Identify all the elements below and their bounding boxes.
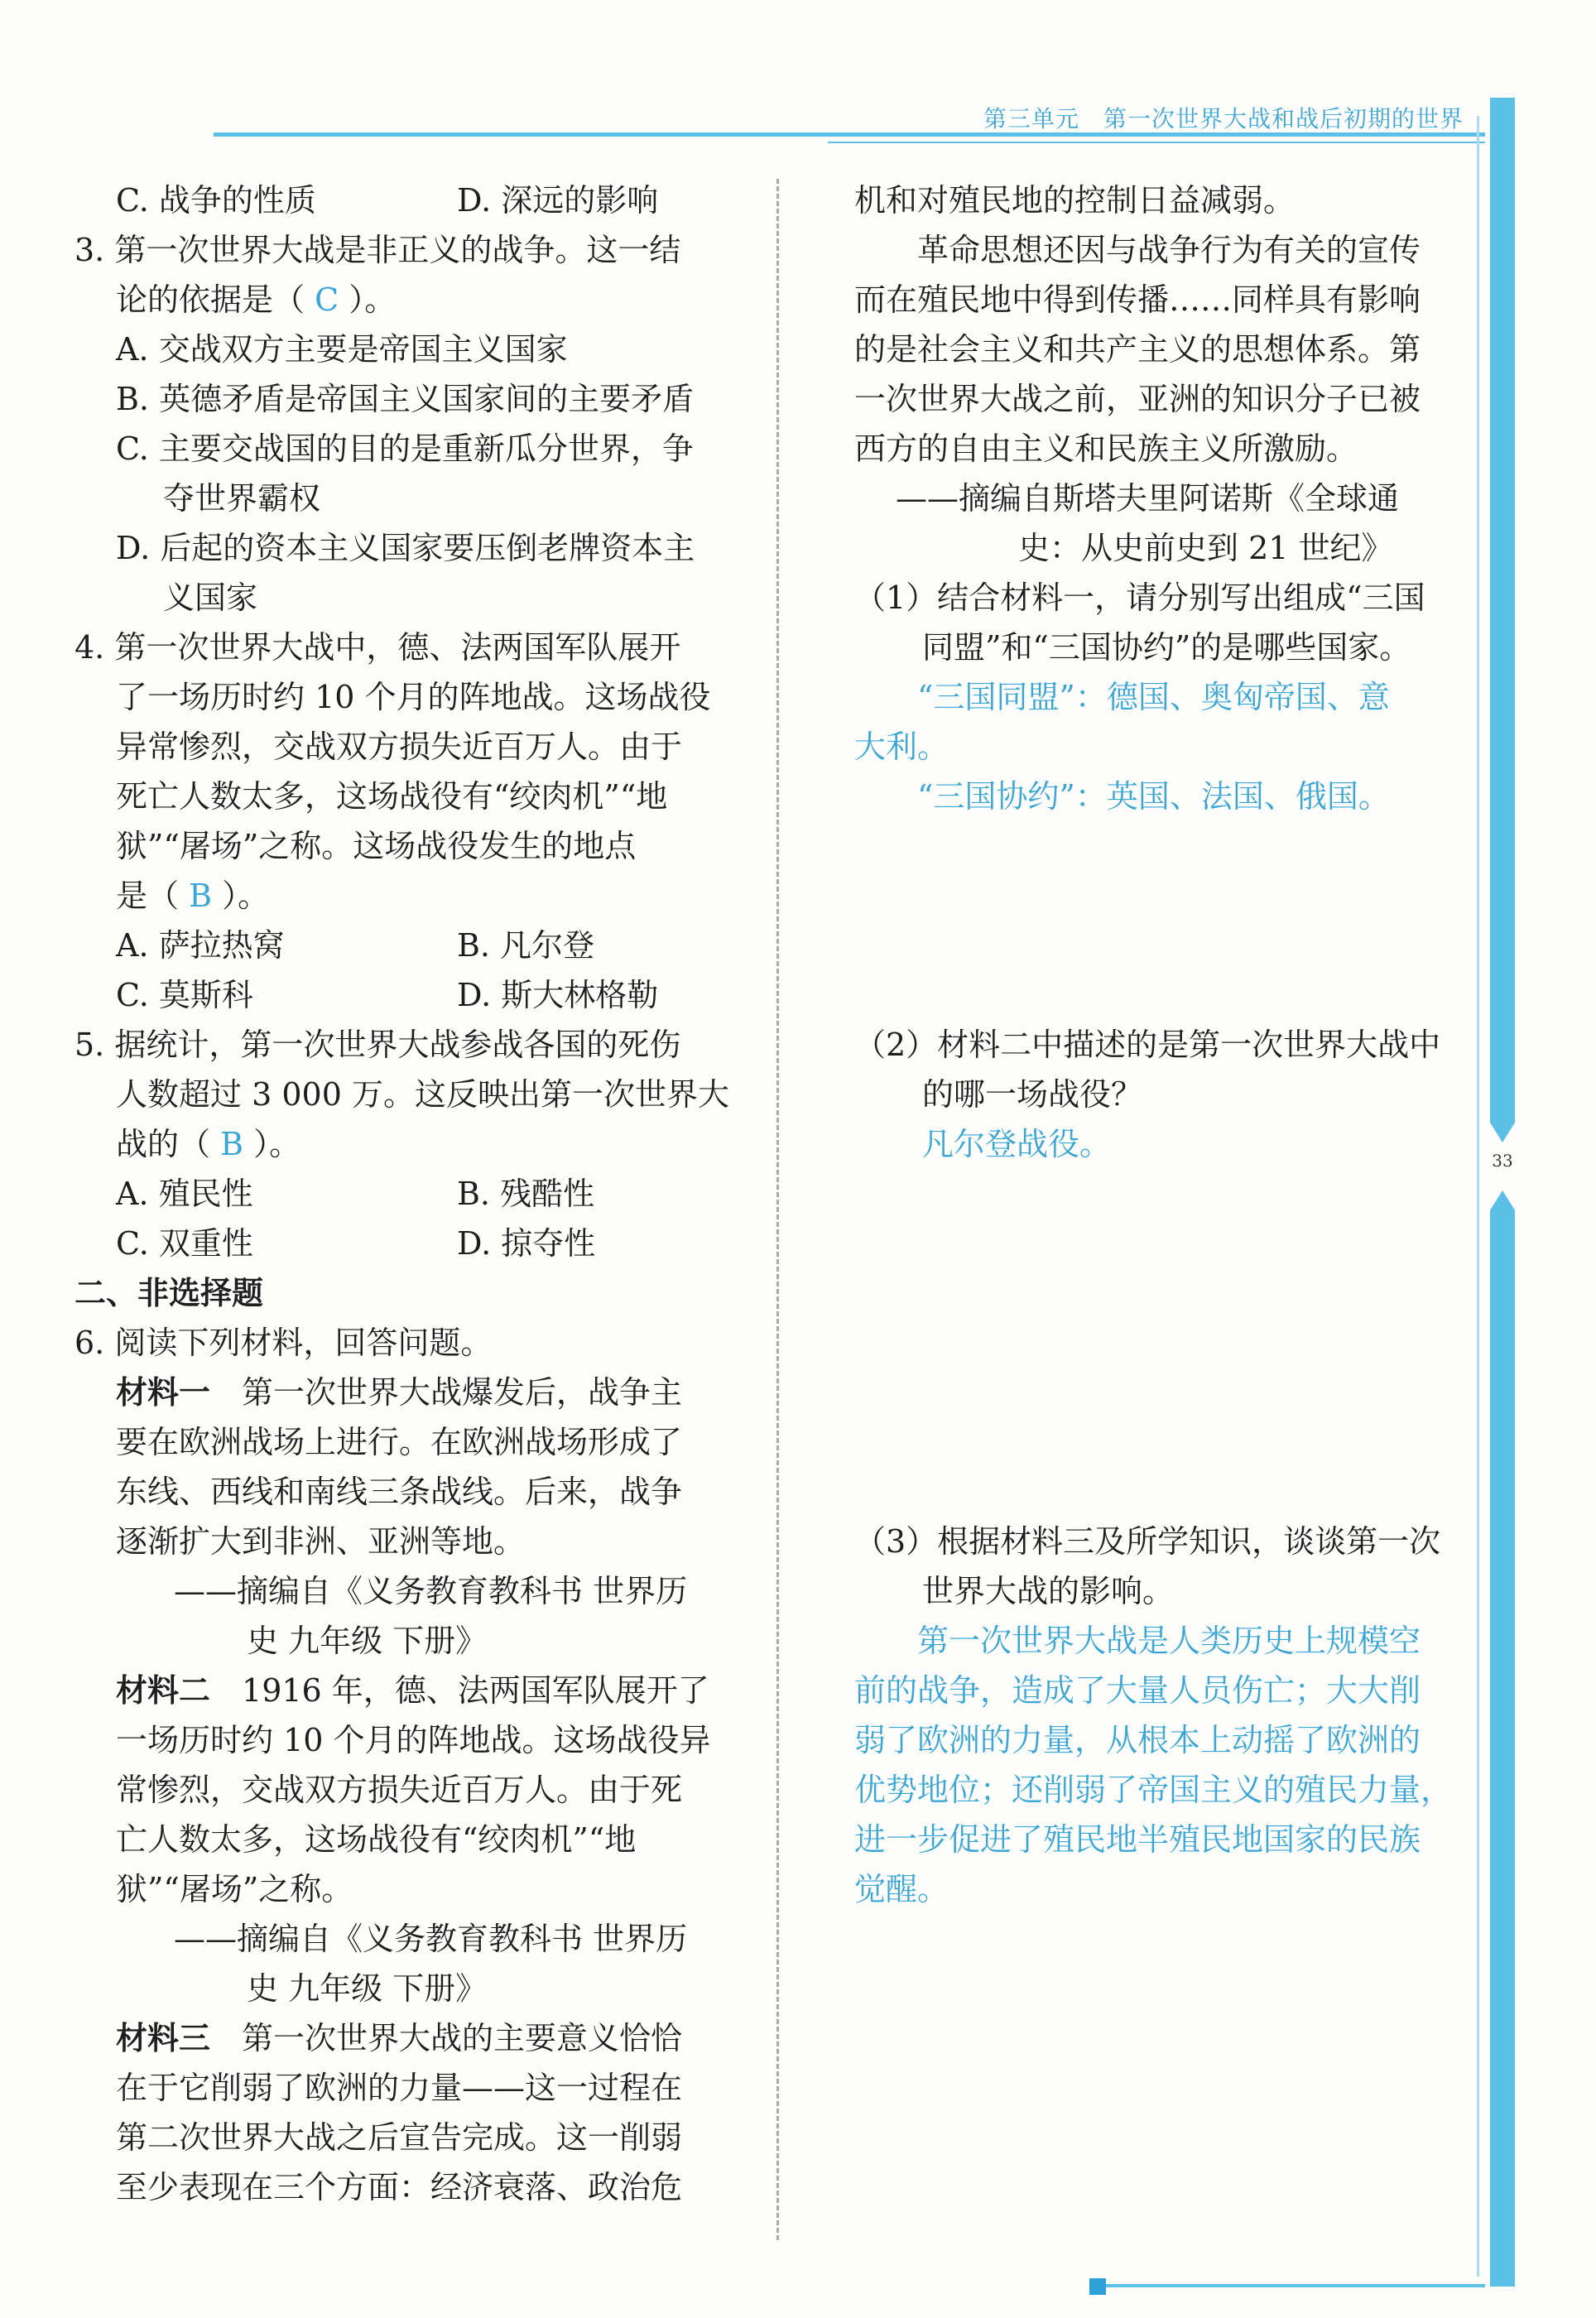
header-rule-secondary	[828, 142, 1485, 143]
left-column	[75, 176, 753, 2212]
q4-stem-line4: 死亡人数太多，这场战役有“绞肉机”“地	[116, 778, 668, 815]
q6-part1-answer-line2: 大利。	[854, 729, 949, 765]
q6-part3-answer-line2: 前的战争，造成了大量人员伤亡；大大削	[854, 1672, 1421, 1709]
q6-part2-line1: （2）材料二中描述的是第一次世界大战中	[854, 1027, 1441, 1063]
q6-part3-answer-line5: 进一步促进了殖民地半殖民地国家的民族	[854, 1821, 1421, 1858]
q5-answer: B	[220, 1126, 244, 1162]
answer-space-1	[854, 821, 1483, 1020]
side-notch-top	[1490, 1123, 1515, 1142]
material2-line2: 一场历时约 10 个月的阵地战。这场战役异	[116, 1722, 711, 1758]
side-notch-bottom	[1490, 1190, 1515, 1210]
q5-option-a: A. 殖民性	[116, 1176, 253, 1212]
q2-option-c: C. 战争的性质	[116, 182, 316, 219]
q4-option-b: B. 凡尔登	[457, 927, 595, 964]
material3-cont-line2: 革命思想还因与战争行为有关的宣传	[854, 232, 1421, 268]
right-column	[854, 176, 1483, 1914]
q3-option-c-cont: 夺世界霸权	[163, 480, 321, 517]
material3-line1	[75, 2013, 753, 2063]
material2-line4: 亡人数太多，这场战役有“绞肉机”“地	[116, 1821, 637, 1858]
material2-text: 1916 年，德、法两国军队展开了	[210, 1672, 709, 1709]
q6-part2-answer: 凡尔登战役。	[922, 1126, 1112, 1162]
q5-options-ab	[75, 1169, 753, 1219]
material3-cont-line4: 的是社会主义和共产主义的思想体系。第	[854, 331, 1421, 368]
footer-square	[1089, 2278, 1106, 2295]
q5-stem-text: 战的（	[116, 1126, 221, 1162]
q3-option-c: C. 主要交战国的目的是重新瓜分世界，争	[116, 430, 694, 467]
q6-part2-line2: 的哪一场战役？	[922, 1076, 1143, 1113]
material1-source-cont: 史 九年级 下册》	[247, 1623, 488, 1659]
material3-cont-line5: 一次世界大战之前，亚洲的知识分子已被	[854, 381, 1421, 417]
q3-stem-text: 论的依据是（	[116, 281, 315, 318]
q5-stem-line3	[75, 1119, 753, 1169]
q6-part3-answer-line6: 觉醒。	[854, 1871, 949, 1907]
q3-answer: C	[315, 281, 339, 318]
answer-space-2	[854, 1169, 1483, 1517]
page-number: 33	[1492, 1151, 1513, 1171]
material2-line3: 常惨烈，交战双方损失近百万人。由于死	[116, 1772, 683, 1808]
material1-label: 材料一	[116, 1374, 211, 1411]
q6-part1-answer-line3: “三国协约”：英国、法国、俄国。	[854, 778, 1390, 815]
q2-option-d: D. 深远的影响	[457, 182, 659, 219]
q3-option-d-cont: 义国家	[163, 580, 258, 616]
q4-options-cd	[75, 970, 753, 1020]
material3-source: ——摘编自斯塔夫里阿诺斯《全球通	[896, 480, 1400, 517]
q3-option-a: A. 交战双方主要是帝国主义国家	[116, 331, 568, 368]
q6-part3-answer-line1: 第一次世界大战是人类历史上规模空	[854, 1623, 1421, 1659]
material3-text: 第一次世界大战的主要意义恰恰	[210, 2020, 683, 2056]
q4-option-d: D. 斯大林格勒	[457, 977, 659, 1013]
material2-line1	[75, 1666, 753, 1715]
material3-cont-line3: 而在殖民地中得到传播……同样具有影响	[854, 281, 1421, 318]
q4-stem-line3: 异常惨烈，交战双方损失近百万人。由于	[116, 729, 683, 765]
q6-part3-line1: （3）根据材料三及所学知识，谈谈第一次	[854, 1523, 1441, 1560]
q4-stem-line2: 了一场历时约 10 个月的阵地战。这场战役	[116, 679, 711, 715]
q5-stem-line2: 人数超过 3 000 万。这反映出第一次世界大	[116, 1076, 729, 1113]
q6-part3-answer-line4: 优势地位；还削弱了帝国主义的殖民力量，	[854, 1772, 1453, 1808]
material1-line3: 东线、西线和南线三条战线。后来，战争	[116, 1474, 683, 1510]
column-divider	[776, 179, 779, 2240]
section-heading: 二、非选择题	[75, 1275, 264, 1311]
material1-source: ——摘编自《义务教育教科书 世界历	[174, 1573, 688, 1609]
q3-stem-line1: 3. 第一次世界大战是非正义的战争。这一结	[75, 232, 681, 268]
q6-part3-line2: 世界大战的影响。	[922, 1573, 1175, 1609]
q4-stem-text: 是（	[116, 878, 190, 914]
material3-label: 材料三	[116, 2020, 211, 2056]
material1-line1	[75, 1368, 753, 1417]
material1-line2: 要在欧洲战场上进行。在欧洲战场形成了	[116, 1424, 683, 1460]
q2-options-cd	[75, 176, 753, 225]
q6-part1-answer-line1: “三国同盟”：德国、奥匈帝国、意	[854, 679, 1390, 715]
q3-stem-line2	[75, 275, 753, 325]
material3-source-cont: 史：从史前史到 21 世纪》	[1018, 530, 1393, 566]
q5-option-d: D. 掠夺性	[457, 1225, 596, 1262]
q4-options-ab	[75, 921, 753, 970]
q4-stem-line5: 狱”“屠场”之称。这场战役发生的地点	[116, 828, 637, 864]
q5-option-c: C. 双重性	[116, 1225, 253, 1262]
q6-part1-line2: 同盟”和“三国协约”的是哪些国家。	[922, 629, 1411, 666]
material3-cont-line6: 西方的自由主义和民族主义所激励。	[854, 430, 1358, 467]
q3-option-b: B. 英德矛盾是帝国主义国家间的主要矛盾	[116, 381, 695, 417]
q3-option-d: D. 后起的资本主义国家要压倒老牌资本主	[116, 530, 695, 566]
q4-stem-end: ）。	[212, 878, 270, 914]
material2-source-cont: 史 九年级 下册》	[247, 1970, 488, 2007]
q6-part1-line1: （1）结合材料一，请分别写出组成“三国	[854, 580, 1425, 616]
side-bar-top	[1490, 98, 1515, 1123]
q4-stem-line6	[75, 871, 753, 921]
q5-option-b: B. 残酷性	[457, 1176, 595, 1212]
q4-answer: B	[189, 878, 213, 914]
q4-stem-line1: 4. 第一次世界大战中，德、法两国军队展开	[75, 629, 681, 666]
q6-stem: 6. 阅读下列材料，回答问题。	[75, 1325, 493, 1361]
material3-line2: 在于它削弱了欧洲的力量——这一过程在	[116, 2070, 683, 2106]
footer-rule	[1106, 2284, 1485, 2287]
material3-line4: 至少表现在三个方面：经济衰落、政治危	[116, 2169, 683, 2205]
material1-text: 第一次世界大战爆发后，战争主	[210, 1374, 683, 1411]
material2-label: 材料二	[116, 1672, 211, 1709]
material3-cont-line1: 机和对殖民地的控制日益减弱。	[854, 182, 1296, 219]
q5-stem-line1: 5. 据统计，第一次世界大战参战各国的死伤	[75, 1027, 681, 1063]
material1-line4: 逐渐扩大到非洲、亚洲等地。	[116, 1523, 526, 1560]
q4-option-c: C. 莫斯科	[116, 977, 253, 1013]
q5-options-cd	[75, 1219, 753, 1268]
side-bar-bottom	[1490, 1210, 1515, 2287]
material3-line3: 第二次世界大战之后宣告完成。这一削弱	[116, 2119, 683, 2156]
material2-line5: 狱”“屠场”之称。	[116, 1871, 353, 1907]
q4-option-a: A. 萨拉热窝	[116, 927, 285, 964]
unit-header-title: 第三单元 第一次世界大战和战后初期的世界	[983, 105, 1464, 132]
q6-part3-answer-line3: 弱了欧洲的力量，从根本上动摇了欧洲的	[854, 1722, 1421, 1758]
material2-source: ——摘编自《义务教育教科书 世界历	[174, 1921, 688, 1957]
q5-stem-end: ）。	[243, 1126, 301, 1162]
q3-stem-end: ）。	[339, 281, 397, 318]
